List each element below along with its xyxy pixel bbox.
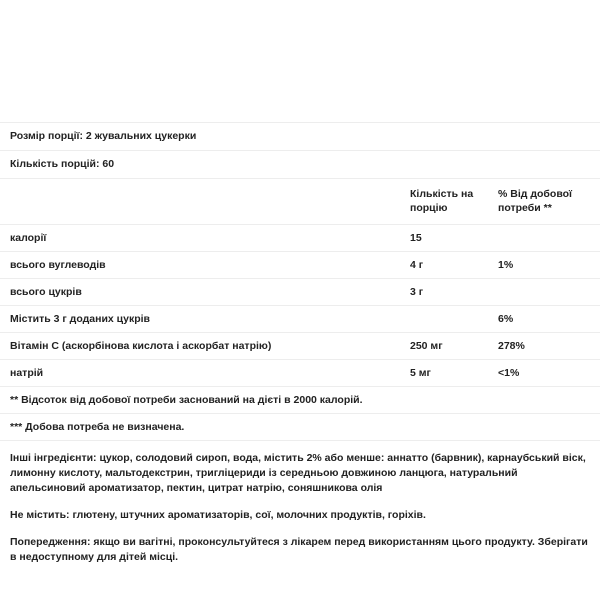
table-header-row [0, 179, 600, 225]
footnote-daily-value-not-established: *** Добова потреба не визначена. [0, 413, 600, 440]
nutrient-dv: 278% [498, 333, 600, 360]
warning-text: Попередження: якщо ви вагітні, проконсультуйтеся з лікарем перед використанням цього продукту. Зберігати в недоступному для дітей місці. [10, 536, 588, 563]
nutrient-name: всього вуглеводів [0, 252, 410, 279]
column-header-percent-daily-value: % Від добової потреби ** [498, 179, 600, 225]
nutrient-name: Вітамін С (аскорбінова кислота і аскорбат натрію) [0, 333, 410, 360]
free-from-allergens-text: Не містить: глютену, штучних ароматизаторів, сої, молочних продуктів, горіхів. [10, 509, 426, 521]
nutrient-amount: 5 мг [410, 360, 498, 387]
table-row [0, 252, 600, 279]
nutrition-table-body [0, 225, 600, 387]
other-ingredients-text: Інші інгредієнти: цукор, солодовий сироп, вода, містить 2% або менше: аннатто (барвник), карнаубський віск, лимонну кислоту, мальтодекстрин, тригліцериди із середньою довжиною ланцюга, натуральний апельсиновий ароматизатор, пектин, цитрат натрію, соняшникова олія [10, 452, 586, 494]
nutrient-amount: 3 г [410, 279, 498, 306]
nutrient-dv: <1% [498, 360, 600, 387]
servings-per-container-row: Кількість порцій: 60 [0, 150, 600, 178]
nutrient-name: Містить 3 г доданих цукрів [0, 306, 410, 333]
footnote-daily-value-basis: ** Відсоток від добової потреби заснований на дієті в 2000 калорій. [0, 386, 600, 413]
nutrient-dv [498, 279, 600, 306]
supplement-facts-panel [0, 122, 600, 565]
nutrient-dv [498, 225, 600, 252]
nutrient-amount: 15 [410, 225, 498, 252]
table-row [0, 279, 600, 306]
nutrition-table [0, 178, 600, 386]
table-row [0, 333, 600, 360]
nutrient-dv: 1% [498, 252, 600, 279]
supplementary-text-block [0, 440, 600, 565]
nutrient-name: всього цукрів [0, 279, 410, 306]
serving-size-row: Розмір порції: 2 жувальних цукерки [0, 122, 600, 150]
nutrient-amount [410, 306, 498, 333]
nutrient-amount: 4 г [410, 252, 498, 279]
nutrient-name: калорії [0, 225, 410, 252]
table-row [0, 306, 600, 333]
column-header-amount-per-serving: Кількість на порцію [410, 179, 498, 225]
table-row [0, 225, 600, 252]
nutrition-table-head [0, 179, 600, 225]
nutrient-amount: 250 мг [410, 333, 498, 360]
column-header-name [0, 179, 410, 225]
nutrient-name: натрій [0, 360, 410, 387]
table-row [0, 360, 600, 387]
nutrient-dv: 6% [498, 306, 600, 333]
